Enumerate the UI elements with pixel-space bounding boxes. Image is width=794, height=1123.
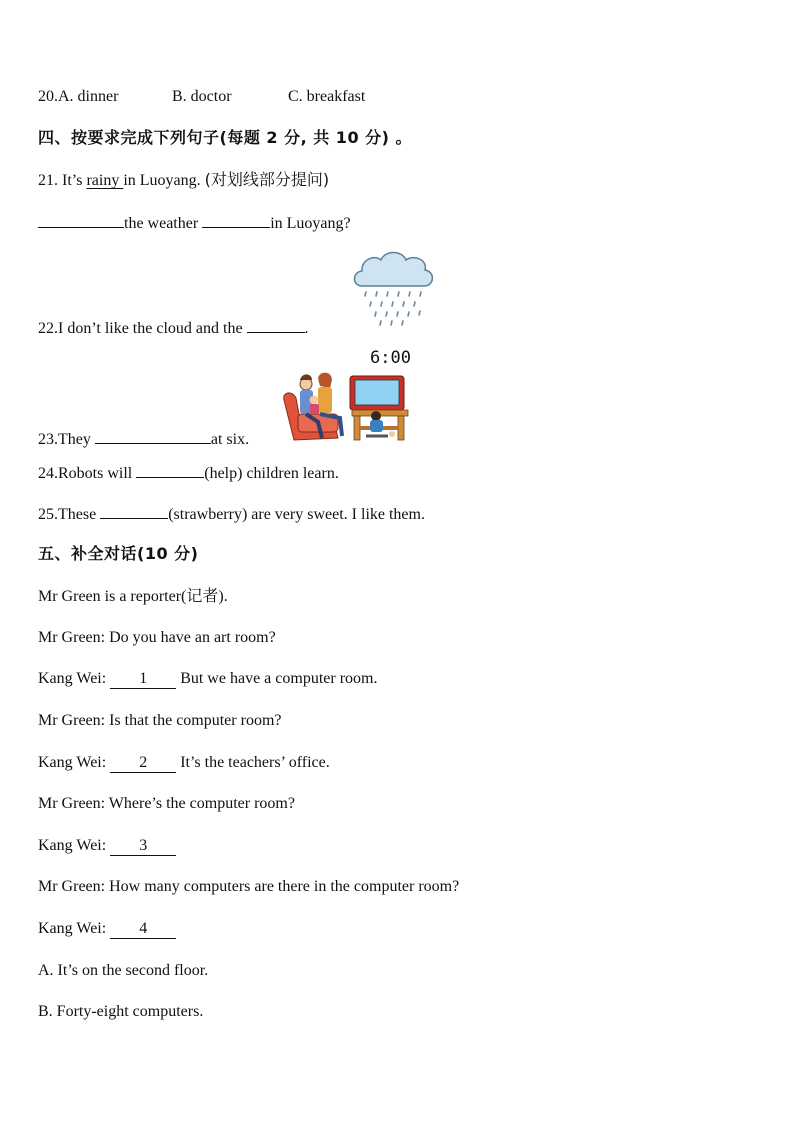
dialogue-line [38, 877, 459, 897]
q24 [38, 462, 339, 484]
rain-cloud-icon [350, 248, 436, 328]
q22-blank[interactable] [247, 317, 305, 333]
line-text: How many computers are there in the computer room? [109, 878, 460, 895]
q20-option-a: A. dinner [58, 88, 119, 105]
q21-answer-line [38, 212, 351, 234]
dialogue-intro-cn: 记者 [186, 586, 219, 605]
line-text: Is that the computer room? [109, 712, 282, 729]
dialogue-intro-end: ). [218, 588, 228, 605]
section4-heading: 四、按要求完成下列句子(每题 2 分, 共 10 分) 。 [38, 128, 413, 147]
q25-blank[interactable] [100, 503, 168, 519]
line-text: Where’s the computer room? [108, 795, 295, 812]
q22 [38, 317, 309, 339]
line-text: It’s the teachers’ office. [176, 754, 330, 771]
q21-answer-end: in Luoyang? [270, 215, 351, 232]
q21 [38, 170, 329, 191]
q23 [38, 428, 249, 450]
dialogue-line [38, 919, 176, 939]
line-text: Do you have an art room? [109, 629, 276, 646]
q21-prefix: 21. It’s [38, 172, 87, 189]
speaker: Kang Wei: [38, 670, 111, 687]
dialogue-line [38, 711, 281, 731]
q24-text: 24.Robots will [38, 465, 137, 482]
q24-blank[interactable] [136, 462, 204, 478]
q20-number: 20. [38, 88, 58, 105]
answer-blank-4[interactable]: 4 [110, 920, 176, 939]
q21-answer-mid: the weather [124, 215, 203, 232]
dialogue-line [38, 753, 330, 773]
speaker: Mr Green: [38, 712, 110, 729]
q23-blank[interactable] [95, 428, 211, 444]
dialogue-line [38, 836, 176, 856]
dialogue-line [38, 794, 295, 814]
answer-blank-3[interactable]: 3 [110, 837, 176, 856]
option-b: B. Forty-eight computers. [38, 1003, 204, 1020]
dialogue-line [38, 628, 276, 648]
q20-option-b: B. doctor [172, 88, 232, 105]
q21-blank-1[interactable] [38, 212, 124, 228]
time-label: 6:00 [370, 348, 411, 368]
q22-end: . [304, 320, 309, 337]
section5-heading: 五、补全对话(10 分) [38, 544, 199, 563]
speaker: Kang Wei: [38, 754, 111, 771]
q22-text: 22.I don’t like the cloud and the [38, 320, 247, 337]
q25-end: (strawberry) are very sweet. I like them. [168, 506, 425, 523]
dialogue-intro [38, 586, 228, 607]
option-a: A. It’s on the second floor. [38, 962, 209, 979]
q20-option-c: C. breakfast [288, 88, 366, 105]
dialogue-intro-text: Mr Green is a reporter( [38, 588, 187, 605]
speaker: Mr Green: [38, 795, 109, 812]
q21-underlined-word: rainy [86, 172, 124, 189]
speaker: Mr Green: [38, 878, 110, 895]
speaker: Kang Wei: [38, 837, 111, 854]
q24-end: (help) children learn. [204, 465, 339, 482]
answer-blank-1[interactable]: 1 [110, 670, 176, 689]
q25-text: 25.These [38, 506, 101, 523]
family-watching-tv-icon [280, 370, 410, 442]
q23-end: at six. [210, 431, 250, 448]
speaker: Mr Green: [38, 629, 110, 646]
q20-options [38, 87, 365, 107]
speaker: Kang Wei: [38, 920, 111, 937]
answer-blank-2[interactable]: 2 [110, 754, 176, 773]
q21-suffix: in Luoyang. [123, 172, 205, 189]
q21-blank-2[interactable] [202, 212, 270, 228]
q25 [38, 503, 425, 525]
dialogue-line [38, 669, 377, 689]
line-text: But we have a computer room. [176, 670, 378, 687]
q21-note: (对划线部分提问) [204, 170, 330, 189]
q23-text: 23.They [38, 431, 95, 448]
